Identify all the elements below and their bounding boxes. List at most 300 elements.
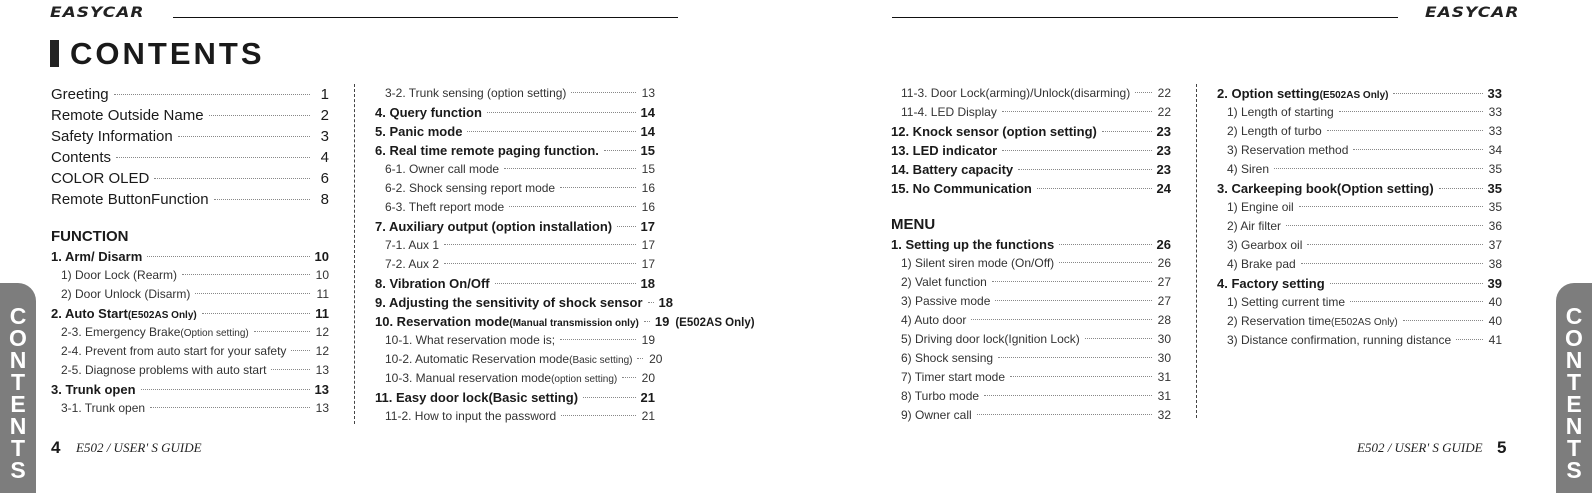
toc-entry bbox=[51, 105, 329, 126]
dot-leader bbox=[1307, 244, 1483, 245]
toc-entry-text: 3-1. Trunk open bbox=[61, 401, 146, 415]
side-tab-label: CONTENTS bbox=[9, 303, 27, 483]
toc-entry bbox=[1217, 141, 1502, 160]
toc-entry-label bbox=[1217, 331, 1451, 350]
toc-page-number: 12 bbox=[315, 325, 329, 339]
toc-entry bbox=[375, 198, 655, 217]
dot-leader bbox=[116, 157, 310, 158]
toc-page-number: 4 bbox=[320, 149, 329, 166]
toc-page-number: 1 bbox=[320, 86, 329, 103]
toc-entry-text: 1) Length of starting bbox=[1227, 105, 1334, 119]
toc-page-number: 17 bbox=[640, 219, 655, 234]
toc-entry-text: 1) Silent siren mode (On/Off) bbox=[901, 256, 1055, 270]
toc-entry bbox=[1217, 331, 1502, 350]
dot-leader bbox=[209, 115, 310, 116]
toc-entry bbox=[1217, 274, 1502, 293]
toc-entry-text: 2) Valet function bbox=[901, 275, 987, 289]
dot-leader bbox=[1301, 263, 1483, 264]
toc-entry-text: 6. Real time remote paging function. bbox=[375, 143, 599, 158]
dot-leader bbox=[648, 302, 654, 303]
toc-entry bbox=[375, 179, 655, 198]
toc-entry bbox=[51, 126, 329, 147]
toc-entry bbox=[375, 160, 655, 179]
toc-entry-text: 3) Gearbox oil bbox=[1227, 238, 1303, 252]
toc-entry-text: 9) Owner call bbox=[901, 408, 972, 422]
toc-entry-label bbox=[891, 235, 1054, 254]
toc-entry bbox=[891, 387, 1171, 406]
toc-entry-label bbox=[891, 179, 1032, 198]
dot-leader bbox=[444, 263, 636, 264]
toc-page-number: 11 bbox=[316, 287, 329, 301]
toc-page-number: 40 bbox=[1488, 314, 1502, 328]
toc-entry-note: (Basic setting) bbox=[569, 355, 633, 366]
toc-page-number: 37 bbox=[1488, 238, 1502, 252]
toc-entry-text: 8) Turbo mode bbox=[901, 389, 980, 403]
toc-entry bbox=[51, 84, 329, 105]
toc-entry-text: 2) Length of turbo bbox=[1227, 124, 1322, 138]
toc-entry-text: 3-2. Trunk sensing (option setting) bbox=[385, 86, 567, 100]
dot-leader bbox=[1350, 301, 1483, 302]
side-tab bbox=[0, 283, 36, 493]
toc-entry bbox=[891, 141, 1171, 160]
dot-leader bbox=[1085, 338, 1152, 339]
toc-entry bbox=[375, 369, 655, 388]
dot-leader bbox=[195, 293, 310, 294]
toc-entry-text: 1) Setting current time bbox=[1227, 295, 1346, 309]
dot-leader bbox=[1102, 131, 1152, 132]
toc-entry-label bbox=[51, 84, 109, 105]
dot-leader bbox=[984, 395, 1152, 396]
toc-page-number: 23 bbox=[1156, 143, 1171, 158]
toc-entry-label bbox=[1217, 103, 1334, 122]
toc-entry-note: (Option setting) bbox=[180, 328, 249, 339]
toc-entry-label bbox=[891, 292, 990, 311]
toc-entry bbox=[891, 292, 1171, 311]
toc-entry-label bbox=[51, 361, 266, 380]
dot-leader bbox=[1002, 150, 1151, 151]
toc-entry bbox=[891, 311, 1171, 330]
toc-entry-text: 11-3. Door Lock(arming)/Unlock(disarming) bbox=[901, 86, 1131, 100]
dot-leader bbox=[150, 407, 310, 408]
toc-page-number: 3 bbox=[320, 128, 329, 145]
page-title: CONTENTS bbox=[70, 36, 265, 71]
toc-section-heading: FUNCTION bbox=[51, 228, 129, 245]
toc-entry-label bbox=[891, 103, 997, 122]
dot-leader bbox=[583, 397, 636, 398]
toc-page-number: 17 bbox=[641, 257, 655, 271]
toc-page-number: 18 bbox=[658, 295, 673, 310]
dot-leader bbox=[1456, 339, 1483, 340]
dot-leader bbox=[1327, 130, 1483, 131]
toc-entry-text: 14. Battery capacity bbox=[891, 162, 1014, 177]
dot-leader bbox=[571, 92, 636, 93]
dot-leader bbox=[202, 313, 310, 314]
toc-entry-label bbox=[1217, 217, 1281, 236]
dot-leader bbox=[154, 178, 310, 179]
toc-entry bbox=[891, 160, 1171, 179]
toc-page-number: 35 bbox=[1488, 200, 1502, 214]
page-number: 5 bbox=[1497, 438, 1507, 457]
toc-entry-text: 4) Auto door bbox=[901, 313, 967, 327]
toc-entry-label bbox=[51, 342, 286, 361]
dot-leader bbox=[467, 131, 635, 132]
dot-leader bbox=[1274, 168, 1483, 169]
toc-entry-text: 15. No Communication bbox=[891, 181, 1032, 196]
toc-entry-text: 2) Reservation time bbox=[1227, 314, 1332, 328]
dot-leader bbox=[214, 199, 310, 200]
toc-entry bbox=[891, 273, 1171, 292]
toc-entry bbox=[375, 217, 655, 236]
toc-entry-label bbox=[375, 331, 555, 350]
toc-entry bbox=[51, 342, 329, 361]
toc-entry-label bbox=[375, 407, 556, 426]
toc-entry bbox=[1217, 236, 1502, 255]
toc-entry-text: 7-1. Aux 1 bbox=[385, 238, 440, 252]
toc-entry bbox=[891, 254, 1171, 273]
toc-page-number: 20 bbox=[649, 352, 663, 366]
toc-entry bbox=[1217, 217, 1502, 236]
toc-entry-text: 3) Passive mode bbox=[901, 294, 991, 308]
toc-page-number: 31 bbox=[1157, 370, 1171, 384]
toc-entry bbox=[891, 84, 1171, 103]
dot-leader bbox=[1059, 244, 1151, 245]
side-tab bbox=[1556, 283, 1592, 493]
toc-entry-text: 10-2. Automatic Reservation mode bbox=[385, 352, 570, 366]
toc-entry bbox=[375, 331, 655, 350]
toc-entry-label bbox=[891, 330, 1080, 349]
toc-entry-label bbox=[891, 368, 1005, 387]
dot-leader bbox=[1403, 320, 1483, 321]
toc-entry-label bbox=[51, 399, 145, 418]
toc-entry bbox=[375, 84, 655, 103]
dot-leader bbox=[604, 150, 636, 151]
toc-page-number: 22 bbox=[1157, 86, 1171, 100]
dot-leader bbox=[560, 187, 636, 188]
dot-leader bbox=[1135, 92, 1152, 93]
toc-entry-note: (E502AS Only) bbox=[1319, 90, 1389, 101]
toc-page-number: 13 bbox=[314, 382, 329, 397]
dot-leader bbox=[504, 168, 636, 169]
toc-page-number: 34 bbox=[1488, 143, 1502, 157]
header-rule bbox=[892, 17, 1398, 18]
toc-spacer bbox=[891, 198, 1171, 214]
toc-entry-label bbox=[375, 293, 643, 312]
toc-page-number: 13 bbox=[315, 401, 329, 415]
toc-entry-text: 2. Option setting bbox=[1217, 86, 1320, 101]
toc-entry-text: 3) Reservation method bbox=[1227, 143, 1349, 157]
toc-entry-label bbox=[51, 126, 173, 147]
dot-leader bbox=[444, 244, 636, 245]
toc-entry-label bbox=[1217, 312, 1398, 332]
toc-entry-label bbox=[375, 369, 617, 389]
toc-column bbox=[375, 84, 755, 426]
dot-leader bbox=[487, 112, 636, 113]
toc-page-number: 16 bbox=[641, 181, 655, 195]
toc-entry bbox=[1217, 160, 1502, 179]
toc-entry-text: 10. Reservation mode bbox=[375, 314, 510, 329]
toc-page-number: 24 bbox=[1156, 181, 1171, 196]
toc-page-number: 18 bbox=[640, 276, 655, 291]
toc-entry-label bbox=[891, 311, 966, 330]
toc-entry-text: 11-4. LED Display bbox=[901, 105, 997, 119]
toc-entry-label bbox=[375, 236, 439, 255]
toc-entry-label bbox=[375, 84, 566, 103]
toc-page-number: 10 bbox=[314, 249, 329, 264]
toc-entry-text: 6-2. Shock sensing report mode bbox=[385, 181, 556, 195]
toc-entry-text: 2-5. Diagnose problems with auto start bbox=[61, 363, 267, 377]
toc-page-number: 2 bbox=[320, 107, 329, 124]
toc-entry-text: 1) Door Lock (Rearm) bbox=[61, 268, 178, 282]
toc-entry-text: 6-3. Theft report mode bbox=[385, 200, 505, 214]
toc-entry-text: 3. Carkeeping book(Option setting) bbox=[1217, 181, 1434, 196]
brand-logo: EASYCAR bbox=[50, 4, 145, 22]
toc-entry-note: (E502AS Only) bbox=[127, 310, 197, 321]
toc-entry-label bbox=[375, 122, 462, 141]
toc-page-number: 31 bbox=[1157, 389, 1171, 403]
toc-entry bbox=[375, 312, 755, 331]
toc-column bbox=[891, 84, 1171, 425]
toc-page-number: 10 bbox=[315, 268, 329, 282]
toc-entry bbox=[375, 122, 655, 141]
toc-page-number: 11 bbox=[315, 306, 329, 321]
dot-leader bbox=[1059, 262, 1152, 263]
toc-page-number: 14 bbox=[640, 124, 655, 139]
toc-entry-label bbox=[375, 198, 504, 217]
toc-entry-text: 11-2. How to input the password bbox=[385, 409, 557, 423]
dot-leader bbox=[992, 281, 1152, 282]
dot-leader bbox=[271, 369, 310, 370]
toc-entry-text: Safety Information bbox=[51, 128, 173, 145]
dot-leader bbox=[1330, 283, 1483, 284]
dot-leader bbox=[995, 300, 1152, 301]
toc-entry-text: 2. Auto Start bbox=[51, 306, 128, 321]
toc-entry bbox=[1217, 293, 1502, 312]
toc-entry-label bbox=[375, 312, 639, 333]
toc-entry-label bbox=[1217, 179, 1434, 198]
toc-entry bbox=[51, 285, 329, 304]
toc-entry-text: 6-1. Owner call mode bbox=[385, 162, 500, 176]
toc-entry-text: 12. Knock sensor (option setting) bbox=[891, 124, 1097, 139]
toc-entry bbox=[51, 361, 329, 380]
side-tab-label: CONTENTS bbox=[1565, 303, 1583, 483]
toc-entry bbox=[891, 235, 1171, 254]
dot-leader bbox=[1286, 225, 1483, 226]
toc-page-number: 16 bbox=[641, 200, 655, 214]
toc-entry-text: 8. Vibration On/Off bbox=[375, 276, 490, 291]
dot-leader bbox=[291, 350, 310, 351]
toc-page-number: 6 bbox=[320, 170, 329, 187]
dot-leader bbox=[178, 136, 310, 137]
toc-entry bbox=[1217, 255, 1502, 274]
toc-entry-label bbox=[1217, 274, 1325, 293]
toc-entry-label bbox=[51, 266, 177, 285]
toc-entry-label bbox=[375, 274, 490, 293]
toc-page-number: 41 bbox=[1488, 333, 1502, 347]
toc-entry bbox=[375, 103, 655, 122]
column-divider bbox=[354, 84, 355, 424]
toc-entry-label bbox=[891, 254, 1054, 273]
title-marker bbox=[50, 40, 59, 67]
toc-page-number: 20 bbox=[641, 371, 655, 385]
toc-entry-text: COLOR OLED bbox=[51, 170, 150, 187]
dot-leader bbox=[1439, 188, 1483, 189]
toc-entry-text: 4. Query function bbox=[375, 105, 482, 120]
toc-entry-text: 9. Adjusting the sensitivity of shock sensor bbox=[375, 295, 643, 310]
dot-leader bbox=[147, 256, 309, 257]
toc-entry bbox=[1217, 179, 1502, 198]
toc-page-number: 19 bbox=[641, 333, 655, 347]
dot-leader bbox=[495, 283, 636, 284]
toc-entry bbox=[375, 236, 655, 255]
toc-entry bbox=[375, 141, 655, 160]
toc-page-number: 30 bbox=[1157, 351, 1171, 365]
toc-entry bbox=[51, 189, 329, 210]
dot-leader bbox=[1353, 149, 1483, 150]
toc-entry-text: 3) Distance confirmation, running distance bbox=[1227, 333, 1452, 347]
toc-entry-text: 2) Air filter bbox=[1227, 219, 1282, 233]
page-number: 4 bbox=[51, 438, 61, 457]
dot-leader bbox=[977, 414, 1152, 415]
toc-page-number: 26 bbox=[1157, 256, 1171, 270]
toc-entry-text: 1. Arm/ Disarm bbox=[51, 249, 143, 264]
toc-entry-label bbox=[375, 350, 632, 370]
footer-guide-title: E502 / USER' S GUIDE bbox=[76, 440, 202, 455]
toc-page-number: 13 bbox=[315, 363, 329, 377]
toc-entry bbox=[375, 388, 655, 407]
toc-entry-text: Contents bbox=[51, 149, 112, 166]
toc-page-number: 39 bbox=[1487, 276, 1502, 291]
toc-entry bbox=[1217, 312, 1502, 331]
toc-page-number: 15 bbox=[640, 143, 655, 158]
toc-entry bbox=[1217, 122, 1502, 141]
toc-column bbox=[51, 84, 329, 418]
toc-entry bbox=[51, 380, 329, 399]
toc-page-number: 26 bbox=[1156, 237, 1171, 252]
dot-leader bbox=[561, 415, 636, 416]
toc-page-number: 33 bbox=[1488, 124, 1502, 138]
toc-entry-label bbox=[51, 304, 197, 325]
toc-entry-label bbox=[891, 84, 1130, 103]
toc-entry-label bbox=[375, 179, 555, 198]
toc-column bbox=[1217, 84, 1502, 350]
dot-leader bbox=[998, 357, 1152, 358]
toc-entry bbox=[51, 147, 329, 168]
dot-leader bbox=[560, 339, 636, 340]
toc-entry-label bbox=[51, 105, 204, 126]
toc-entry-text: 7-2. Aux 2 bbox=[385, 257, 440, 271]
toc-entry-text: 13. LED indicator bbox=[891, 143, 998, 158]
toc-entry-label bbox=[891, 122, 1097, 141]
toc-entry-label bbox=[375, 160, 499, 179]
dot-leader bbox=[622, 377, 636, 378]
toc-entry-label bbox=[1217, 236, 1302, 255]
toc-page-number: 13 bbox=[641, 86, 655, 100]
toc-page-number: 28 bbox=[1157, 313, 1171, 327]
toc-entry-text: Remote ButtonFunction bbox=[51, 191, 209, 208]
toc-section-heading: MENU bbox=[891, 216, 936, 233]
toc-entry-label bbox=[51, 323, 249, 343]
toc-page-number: 17 bbox=[641, 238, 655, 252]
toc-entry bbox=[375, 293, 673, 312]
toc-entry-label bbox=[1217, 122, 1322, 141]
toc-entry bbox=[51, 323, 329, 342]
toc-entry-label bbox=[1217, 84, 1388, 105]
toc-page-number: 14 bbox=[640, 105, 655, 120]
dot-leader bbox=[114, 94, 310, 95]
toc-entry bbox=[1217, 84, 1502, 103]
toc-entry bbox=[1217, 103, 1502, 122]
toc-entry-text: 4. Factory setting bbox=[1217, 276, 1325, 291]
toc-entry-text: 10-1. What reservation mode is; bbox=[385, 333, 556, 347]
toc-page-number: 12 bbox=[315, 344, 329, 358]
toc-entry bbox=[375, 350, 663, 369]
toc-entry-label bbox=[375, 255, 439, 274]
toc-page-number: 19 bbox=[654, 314, 670, 329]
toc-entry-label bbox=[51, 285, 190, 304]
toc-entry-text: 2) Door Unlock (Disarm) bbox=[61, 287, 191, 301]
toc-entry-label bbox=[891, 406, 972, 425]
toc-page-number: 32 bbox=[1157, 408, 1171, 422]
toc-entry-label bbox=[891, 273, 987, 292]
dot-leader bbox=[1299, 206, 1483, 207]
toc-entry-label bbox=[891, 160, 1013, 179]
toc-page-number: 27 bbox=[1157, 294, 1171, 308]
dot-leader bbox=[182, 274, 310, 275]
toc-entry-label bbox=[375, 217, 612, 236]
toc-entry-text: 3. Trunk open bbox=[51, 382, 136, 397]
toc-entry-text: 7) Timer start mode bbox=[901, 370, 1006, 384]
toc-entry-label bbox=[51, 147, 111, 168]
toc-entry-text: Remote Outside Name bbox=[51, 107, 204, 124]
toc-entry-text: 2-4. Prevent from auto start for your safety bbox=[61, 344, 287, 358]
toc-entry bbox=[375, 255, 655, 274]
toc-page-number: 8 bbox=[320, 191, 329, 208]
toc-entry bbox=[891, 406, 1171, 425]
toc-entry bbox=[375, 407, 655, 426]
toc-entry-label bbox=[51, 189, 209, 210]
toc-page-number: 35 bbox=[1488, 162, 1502, 176]
toc-entry-note: (Manual transmission only) bbox=[509, 318, 639, 329]
toc-spacer bbox=[51, 210, 329, 226]
dot-leader bbox=[1339, 111, 1483, 112]
dot-leader bbox=[254, 331, 310, 332]
toc-entry-label bbox=[375, 103, 482, 122]
toc-entry-label bbox=[1217, 293, 1345, 312]
toc-entry-text: 5) Driving door lock(Ignition Lock) bbox=[901, 332, 1080, 346]
toc-entry bbox=[51, 304, 329, 323]
toc-entry-label bbox=[1217, 198, 1294, 217]
toc-entry bbox=[891, 179, 1171, 198]
toc-entry-label bbox=[51, 168, 149, 189]
toc-entry bbox=[51, 266, 329, 285]
toc-entry-text: 1. Setting up the functions bbox=[891, 237, 1055, 252]
dot-leader bbox=[637, 358, 643, 359]
toc-page-number: 27 bbox=[1157, 275, 1171, 289]
toc-page-number: 23 bbox=[1156, 162, 1171, 177]
toc-page-number: 23 bbox=[1156, 124, 1171, 139]
toc-page-number: 33 bbox=[1487, 86, 1502, 101]
toc-entry bbox=[891, 103, 1171, 122]
toc-page-number: 40 bbox=[1488, 295, 1502, 309]
toc-entry-text: 5. Panic mode bbox=[375, 124, 463, 139]
toc-page-number: 36 bbox=[1488, 219, 1502, 233]
toc-entry-text: Greeting bbox=[51, 86, 109, 103]
dot-leader bbox=[971, 319, 1152, 320]
toc-entry bbox=[51, 399, 329, 418]
dot-leader bbox=[1010, 376, 1152, 377]
column-divider bbox=[1196, 84, 1197, 418]
toc-entry-label bbox=[375, 388, 578, 407]
